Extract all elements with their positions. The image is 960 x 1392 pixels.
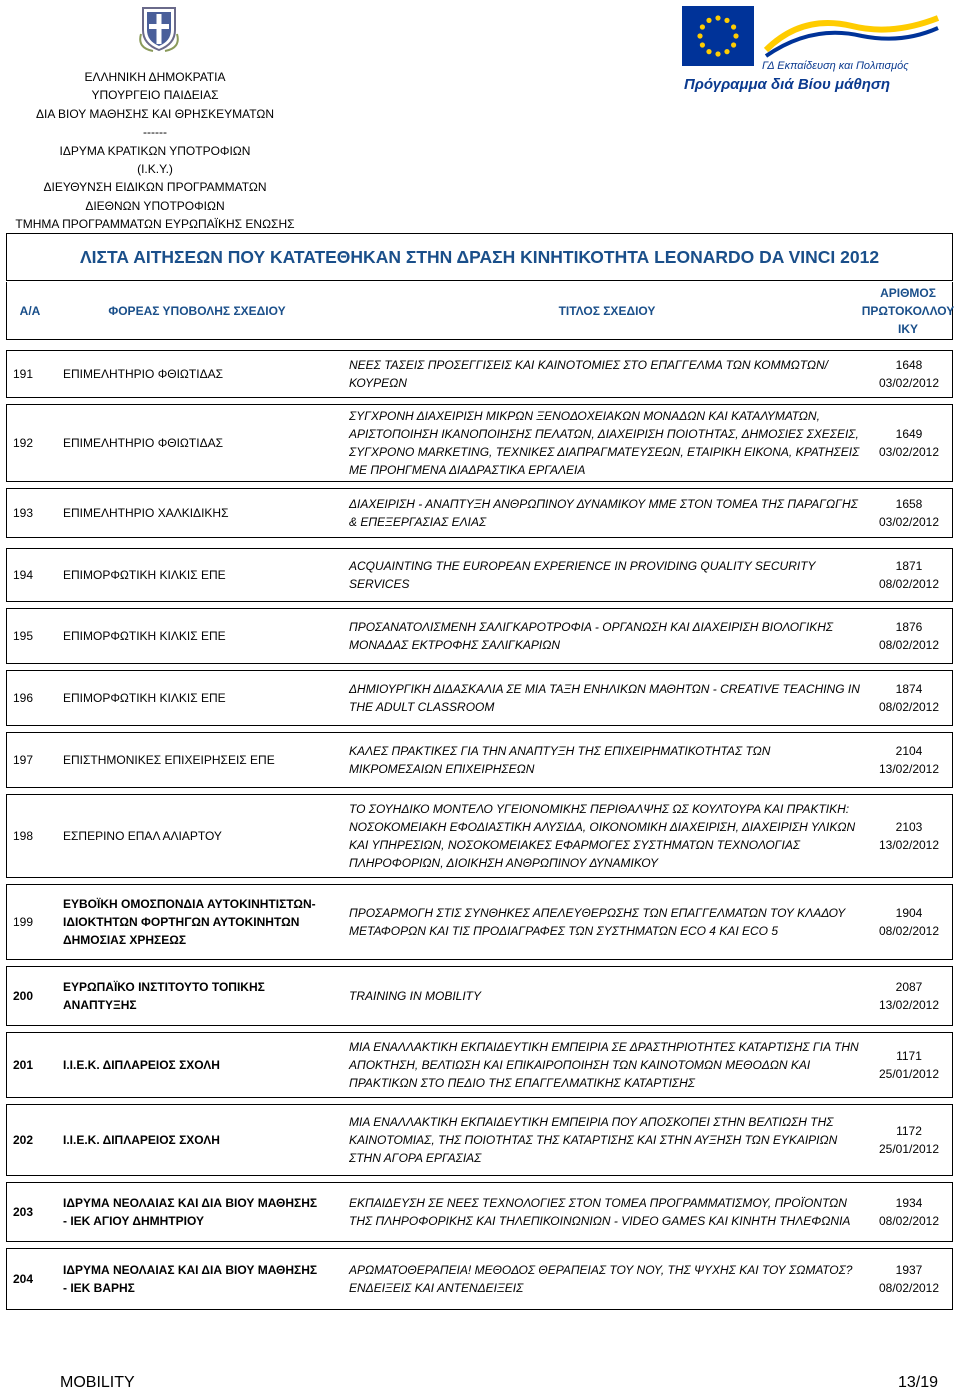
column-header-protocol-line: ΑΡΙΘΜΟΣ (880, 286, 936, 300)
protocol-date: 13/02/2012 (878, 998, 940, 1012)
row-project-title: TRAINING IN MOBILITY (349, 988, 482, 1003)
row-organisation: ΕΠΙΜΟΡΦΩΤΙΚΗ ΚΙΛΚΙΣ ΕΠΕ (63, 629, 226, 643)
table-row (6, 1032, 953, 1098)
protocol-number: 1648 (895, 357, 923, 372)
row-number: 198 (13, 829, 34, 843)
row-organisation: ΕΥΡΩΠΑΪΚΟ ΙΝΣΤΙΤΟΥΤΟ ΤΟΠΙΚΗΣ ΑΝΑΠΤΥΞΗΣ (63, 980, 265, 1012)
column-header-protocol-line: ΙΚΥ (897, 322, 918, 336)
table-row (6, 1248, 953, 1310)
row-organisation: ΕΠΙΜΟΡΦΩΤΙΚΗ ΚΙΛΚΙΣ ΕΠΕ (63, 691, 226, 705)
protocol-number: 1658 (895, 496, 923, 511)
table-row (6, 884, 953, 960)
row-protocol (867, 489, 951, 537)
row-project-title: ΕΚΠΑΙΔΕΥΣΗ ΣΕ ΝΕΕΣ ΤΕΧΝΟΛΟΓΙΕΣ ΣΤΟΝ ΤΟΜΕΑ ΠΡΟΓΡΑΜΜΑΤΙΣΜΟΥ, ΠΡΟΪΟΝΤΩΝ ΤΗΣ ΠΛΗΡΟΦΟΡΙΚΗΣ ΚΑΙ ΤΗΛΕΠΙΚΟΙΝΩΝΙΩΝ - VIDEO GAMES ΚΑΙ ΚΙΝΗΤΗ ΤΗΛΕΦΩΝΙΑ (349, 1195, 851, 1228)
eu-directorate-label: ΓΔ Εκπαίδευση και Πολιτισμός (762, 60, 909, 72)
table-row (6, 608, 953, 664)
page-title: ΛΙΣΤΑ ΑΙΤΗΣΕΩΝ ΠΟΥ ΚΑΤΑΤΕΘΗΚΑΝ ΣΤΗΝ ΔΡΑΣΗ ΚΙΝΗΤΙΚΟΤΗΤΑ LEONARDO DA VINCI 2012 (79, 246, 880, 267)
ministry-line: ΔΙΕΥΘΥΝΣΗ ΕΙΔΙΚΩΝ ΠΡΟΓΡΑΜΜΑΤΩΝ (43, 180, 267, 195)
row-protocol (867, 1183, 951, 1241)
row-number: 192 (13, 436, 34, 450)
row-project-title: ΤΟ ΣΟΥΗΔΙΚΟ ΜΟΝΤΕΛΟ ΥΓΕΙΟΝΟΜΙΚΗΣ ΠΕΡΙΘΑΛΨΗΣ ΩΣ ΚΟΥΛΤΟΥΡΑ ΚΑΙ ΠΡΑΚΤΙΚΗ: ΝΟΣΟΚΟΜΕΙΑΚΗ ΕΦΟΔΙΑΣΤΙΚΗ ΑΛΥΣΙΔΑ, ΟΙΚΟΝΟΜΙΚΗ ΔΙΑΧΕΙΡΙΣΗ, ΔΙΑΧΕΙΡΙΣΗ ΥΛΙΚΩΝ ΚΑΙ ΥΠΗΡΕΣΙΩΝ, ΝΟΣΟΚΟΜΕΙΑΚΕΣ ΕΦΑΡΜΟΓΕΣ ΣΥΣΤΗΜΑΤΩΝ ΤΕΧΝΟΛΟΓΙΑΣ ΠΛΗΡΟΦΟΡΙΩΝ, ΔΙΟΙΚΗΣΗ ΑΝΘΡΩΠΙΝΟΥ ΔΥΝΑΜΙΚΟΥ (349, 801, 856, 871)
protocol-number: 1876 (895, 619, 923, 634)
row-project-title: ΜΙΑ ΕΝΑΛΛΑΚΤΙΚΗ ΕΚΠΑΙΔΕΥΤΙΚΗ ΕΜΠΕΙΡΙΑ ΣΕ ΔΡΑΣΤΗΡΙΟΤΗΤΕΣ ΚΑΤΑΡΤΙΣΗΣ ΓΙΑ ΤΗΝ ΑΠΟΚΤΗΣΗ, ΒΕΛΤΙΩΣΗ ΚΑΙ ΕΠΙΚΑΙΡΟΠΟΙΗΣΗ ΤΩΝ ΚΑΙΝΟΤΟΜΩΝ ΜΕΘΟΔΩΝ ΚΑΙ ΠΡΑΚΤΙΚΩΝ ΣΤΟ ΠΕΔΙΟ ΤΗΣ ΕΠΑΓΓΕΛΜΑΤΙΚΗΣ ΚΑΤΑΡΤΙΣΗΣ (349, 1039, 859, 1091)
protocol-number: 1937 (895, 1262, 923, 1277)
row-project-title: ΚΑΛΕΣ ΠΡΑΚΤΙΚΕΣ ΓΙΑ ΤΗΝ ΑΝΑΠΤΥΞΗ ΤΗΣ ΕΠΙΧΕΙΡΗΜΑΤΙΚΟΤΗΤΑΣ ΤΩΝ ΜΙΚΡΟΜΕΣΑΙΩΝ ΕΠΙΧΕΙΡΗΣΕΩΝ (349, 743, 771, 776)
row-number: 193 (13, 506, 34, 520)
protocol-number: 1904 (895, 905, 923, 920)
row-project-title: ΠΡΟΣΑΡΜΟΓΗ ΣΤΙΣ ΣΥΝΘΗΚΕΣ ΑΠΕΛΕΥΘΕΡΩΣΗΣ ΤΩΝ ΕΠΑΓΓΕΛΜΑΤΩΝ ΤΟΥ ΚΛΑΔΟΥ ΜΕΤΑΦΟΡΩΝ ΚΑΙ ΤΙΣ ΠΡΟΔΙΑΓΡΑΦΕΣ ΤΩΝ ΣΥΣΤΗΜΑΤΩΝ ECO 4 ΚΑΙ ECO 5 (349, 905, 846, 938)
protocol-date: 03/02/2012 (878, 515, 940, 529)
protocol-date: 25/01/2012 (878, 1142, 940, 1156)
protocol-number: 2103 (895, 819, 923, 834)
row-number: 194 (13, 568, 34, 582)
protocol-date: 08/02/2012 (878, 1281, 940, 1295)
row-organisation: ΕΣΠΕΡΙΝΟ ΕΠΑΛ ΑΛΙΑΡΤΟΥ (63, 829, 222, 843)
row-number: 200 (13, 989, 34, 1003)
table-row (6, 350, 953, 398)
row-number: 203 (13, 1205, 34, 1219)
ministry-line: ΔΙΑ ΒΙΟΥ ΜΑΘΗΣΗΣ ΚΑΙ ΘΡΗΣΚΕΥΜΑΤΩΝ (36, 106, 274, 121)
protocol-number: 1934 (895, 1195, 923, 1210)
protocol-date: 25/01/2012 (878, 1067, 940, 1081)
ministry-line: (Ι.Κ.Υ.) (137, 162, 173, 177)
row-number: 195 (13, 629, 34, 643)
row-project-title: ΠΡΟΣΑΝΑΤΟΛΙΣΜΕΝΗ ΣΑΛΙΓΚΑΡΟΤΡΟΦΙΑ - ΟΡΓΑΝΩΣΗ ΚΑΙ ΔΙΑΧΕΙΡΙΣΗ ΒΙΟΛΟΓΙΚΗΣ ΜΟΝΑΔΑΣ ΕΚΤΡΟΦΗΣ ΣΑΛΙΓΚΑΡΙΩΝ (349, 619, 834, 652)
row-protocol (867, 1033, 951, 1097)
column-header-title: ΤΙΤΛΟΣ ΣΧΕΔΙΟΥ (558, 304, 656, 318)
row-organisation: ΕΥΒΟΪΚΗ ΟΜΟΣΠΟΝΔΙΑ ΑΥΤΟΚΙΝΗΤΙΣΤΩΝ- ΙΔΙΟΚΤΗΤΩΝ ΦΟΡΤΗΓΩΝ ΑΥΤΟΚΙΝΗΤΩΝ ΔΗΜΟΣΙΑΣ ΧΡΗΣΕΩΣ (63, 897, 316, 947)
row-protocol (867, 351, 951, 397)
protocol-date: 13/02/2012 (878, 762, 940, 776)
table-row (6, 548, 953, 602)
eu-logo (682, 6, 954, 96)
ministry-line: ------ (143, 125, 167, 140)
row-protocol (867, 609, 951, 663)
table-row (6, 732, 953, 788)
row-project-title: ΔΗΜΙΟΥΡΓΙΚΗ ΔΙΔΑΣΚΑΛΙΑ ΣΕ ΜΙΑ ΤΑΞΗ ΕΝΗΛΙΚΩΝ ΜΑΘΗΤΩΝ - CREATIVE TEACHING IN THE ADULT CLASSROOM (349, 681, 860, 714)
row-project-title: ΝΕΕΣ ΤΑΣΕΙΣ ΠΡΟΣΕΓΓΙΣΕΙΣ ΚΑΙ ΚΑΙΝΟΤΟΜΙΕΣ ΣΤΟ ΕΠΑΓΓΕΛΜΑ ΤΩΝ ΚΟΜΜΩΤΩΝ/ΚΟΥΡΕΩΝ (349, 357, 828, 390)
protocol-date: 13/02/2012 (878, 838, 940, 852)
eu-programme-motto: Πρόγραμμα διά Βίου μάθηση (684, 76, 891, 93)
row-project-title: ΜΙΑ ΕΝΑΛΛΑΚΤΙΚΗ ΕΚΠΑΙΔΕΥΤΙΚΗ ΕΜΠΕΙΡΙΑ ΠΟΥ ΑΠΟΣΚΟΠΕΙ ΣΤΗΝ ΒΕΛΤΙΩΣΗ ΤΗΣ ΚΑΙΝΟΤΟΜΙΑΣ, ΤΗΣ ΠΟΙΟΤΗΤΑΣ ΤΗΣ ΚΑΤΑΡΤΙΣΗΣ ΚΑΙ ΣΤΗΝ ΑΥΞΗΣΗ ΤΩΝ ΕΥΚΑΙΡΙΩΝ ΣΤΗΝ ΑΓΟΡΑ ΕΡΓΑΣΙΑΣ (349, 1114, 838, 1166)
protocol-date: 08/02/2012 (878, 924, 940, 938)
lifelong-learning-logo-icon (762, 10, 942, 58)
table-header (6, 282, 953, 340)
row-project-title: ΑΡΩΜΑΤΟΘΕΡΑΠΕΙΑ! ΜΕΘΟΔΟΣ ΘΕΡΑΠΕΙΑΣ ΤΟΥ ΝΟΥ, ΤΗΣ ΨΥΧΗΣ ΚΑΙ ΤΟΥ ΣΩΜΑΤΟΣ? ΕΝΔΕΙΞΕΙΣ ΚΑΙ ΑΝΤΕΝΔΕΙΞΕΙΣ (349, 1262, 853, 1295)
protocol-number: 1874 (895, 681, 923, 696)
row-number: 202 (13, 1133, 34, 1147)
row-number: 199 (13, 915, 34, 929)
table-row (6, 670, 953, 726)
page-number: 13/19 (897, 1374, 938, 1391)
column-header-protocol-line: ΠΡΩΤΟΚΟΛΛΟΥ (861, 304, 955, 318)
row-organisation: ΕΠΙΜΕΛΗΤΗΡΙΟ ΦΘΙΩΤΙΔΑΣ (63, 436, 224, 450)
protocol-date: 08/02/2012 (878, 1214, 940, 1228)
table-row (6, 488, 953, 538)
main-title-box (6, 233, 953, 281)
row-protocol (867, 795, 951, 877)
row-project-title: ΔΙΑΧΕΙΡΙΣΗ - ΑΝΑΠΤΥΞΗ ΑΝΘΡΩΠΙΝΟΥ ΔΥΝΑΜΙΚΟΥ ΜΜΕ ΣΤΟΝ ΤΟΜΕΑ ΤΗΣ ΠΑΡΑΓΩΓΗΣ & ΕΠΕΞΕΡΓΑΣΙΑΣ ΕΛΙΑΣ (349, 496, 858, 529)
protocol-date: 08/02/2012 (878, 638, 940, 652)
protocol-date: 03/02/2012 (878, 445, 940, 459)
table-row (6, 794, 953, 878)
row-organisation: ΕΠΙΜΕΛΗΤΗΡΙΟ ΧΑΛΚΙΔΙΚΗΣ (63, 506, 229, 520)
protocol-date: 08/02/2012 (878, 577, 940, 591)
row-organisation: ΕΠΙΜΟΡΦΩΤΙΚΗ ΚΙΛΚΙΣ ΕΠΕ (63, 568, 226, 582)
row-number: 191 (13, 367, 34, 381)
ministry-line: ΔΙΕΘΝΩΝ ΥΠΟΤΡΟΦΙΩΝ (85, 198, 225, 213)
ministry-line: ΕΛΛΗΝΙΚΗ ΔΗΜΟΚΡΑΤΙΑ (84, 70, 226, 84)
row-protocol (867, 671, 951, 725)
protocol-number: 1649 (895, 426, 923, 441)
row-organisation: ΕΠΙΜΕΛΗΤΗΡΙΟ ΦΘΙΩΤΙΔΑΣ (63, 367, 224, 381)
column-header-no: Α/Α (19, 304, 41, 318)
row-protocol (867, 733, 951, 787)
greek-coat-of-arms-icon (139, 4, 179, 52)
eu-flag-icon (682, 6, 754, 66)
protocol-number: 2087 (895, 979, 923, 994)
row-protocol (867, 405, 951, 481)
protocol-number: 2104 (895, 743, 923, 758)
row-project-title: ACQUAINTING THE EUROPEAN EXPERIENCE IN PROVIDING QUALITY SECURITY SERVICES (349, 558, 816, 591)
ministry-line: ΙΔΡΥΜΑ ΚΡΑΤΙΚΩΝ ΥΠΟΤΡΟΦΙΩΝ (59, 143, 251, 158)
row-organisation: ΙΔΡΥΜΑ ΝΕΟΛΑΙΑΣ ΚΑΙ ΔΙΑ ΒΙΟΥ ΜΑΘΗΣΗΣ - ΙΕΚ ΑΓΙΟΥ ΔΗΜΗΤΡΙΟΥ (63, 1196, 318, 1228)
ministry-line: ΥΠΟΥΡΓΕΙΟ ΠΑΙΔΕΙΑΣ (91, 88, 219, 103)
row-organisation: ΕΠΙΣΤΗΜΟΝΙΚΕΣ ΕΠΙΧΕΙΡΗΣΕΙΣ ΕΠΕ (63, 753, 275, 767)
table-row (6, 1104, 953, 1176)
row-organisation: ΙΔΡΥΜΑ ΝΕΟΛΑΙΑΣ ΚΑΙ ΔΙΑ ΒΙΟΥ ΜΑΘΗΣΗΣ - ΙΕΚ ΒΑΡΗΣ (63, 1263, 318, 1295)
row-organisation: Ι.Ι.Ε.Κ. ΔΙΠΛΑΡΕΙΟΣ ΣΧΟΛΗ (63, 1058, 220, 1072)
protocol-number: 1871 (895, 558, 923, 573)
row-number: 196 (13, 691, 34, 705)
column-header-protocol (862, 282, 954, 340)
column-header-org: ΦΟΡΕΑΣ ΥΠΟΒΟΛΗΣ ΣΧΕΔΙΟΥ (108, 304, 286, 318)
row-number: 201 (13, 1058, 34, 1072)
protocol-date: 03/02/2012 (878, 376, 940, 390)
protocol-number: 1172 (896, 1123, 922, 1138)
table-row (6, 404, 953, 482)
row-project-title: ΣΥΓΧΡΟΝΗ ΔΙΑΧΕΙΡΙΣΗ ΜΙΚΡΩΝ ΞΕΝΟΔΟΧΕΙΑΚΩΝ ΜΟΝΑΔΩΝ ΚΑΙ ΚΑΤΑΛΥΜΑΤΩΝ, ΑΡΙΣΤΟΠΟΙΗΣΗ ΙΚΑΝΟΠΟΙΗΣΗΣ ΠΕΛΑΤΩΝ, ΔΙΑΧΕΙΡΙΣΗ ΠΟΙΟΤΗΤΑΣ, ΔΗΜΟΣΙΕΣ ΣΧΕΣΕΙΣ, ΣΥΓΧΡΟΝΟ MARKETING, ΤΕΧΝΙΚΕΣ ΔΙΑΠΡΑΓΜΑΤΕΥΣΕΩΝ, ΕΤΑΙΡΙΚΗ ΕΙΚΟΝΑ, ΚΡΑΤΗΣΕΙΣ ΜΕ ΠΡΟΗΓΜΕΝΑ ΔΙΑΔΡΑΣΤΙΚΑ ΕΡΓΑΛΕΙΑ (349, 408, 860, 478)
row-organisation: Ι.Ι.Ε.Κ. ΔΙΠΛΑΡΕΙΟΣ ΣΧΟΛΗ (63, 1133, 220, 1147)
row-protocol (867, 549, 951, 601)
protocol-number: 1171 (896, 1048, 922, 1063)
table-row (6, 1182, 953, 1242)
table-row (6, 966, 953, 1026)
ministry-line: ΤΜΗΜΑ ΠΡΟΓΡΑΜΜΑΤΩΝ ΕΥΡΩΠΑΪΚΗΣ ΕΝΩΣΗΣ (15, 217, 295, 232)
row-number: 204 (13, 1272, 34, 1286)
row-protocol (867, 1249, 951, 1309)
row-protocol (867, 967, 951, 1025)
footer-label: MOBILITY (60, 1374, 135, 1391)
row-protocol (867, 885, 951, 959)
row-protocol (867, 1105, 951, 1175)
row-number: 197 (13, 753, 34, 767)
protocol-date: 08/02/2012 (878, 700, 940, 714)
